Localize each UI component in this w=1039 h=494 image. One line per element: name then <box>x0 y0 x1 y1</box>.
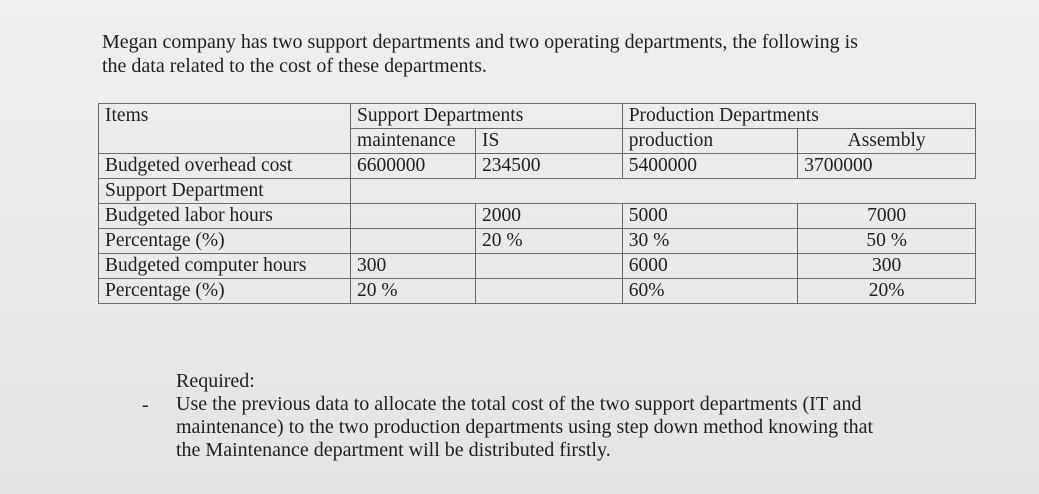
items-header-label: Items <box>105 105 149 126</box>
cell-is <box>476 279 623 304</box>
table-row <box>99 204 976 229</box>
bullet-dash: - <box>142 394 149 416</box>
intro-line-1: Megan company has two support departments and two operating departments, the following is <box>102 31 858 53</box>
row-label: Support Department <box>99 179 351 204</box>
is-header <box>476 129 623 154</box>
cell-maintenance: 20 % <box>351 279 476 304</box>
cell-maintenance <box>351 204 476 229</box>
cell-empty <box>351 179 976 204</box>
row-label: Percentage (%) <box>99 229 351 254</box>
cell-is: 20 % <box>476 229 623 254</box>
production-departments-header <box>622 104 975 129</box>
support-departments-header <box>351 104 623 129</box>
production-header <box>622 129 798 154</box>
cell-assembly: 20% <box>798 279 976 304</box>
required-line-1: Use the previous data to allocate the total cost of the two support departments (IT and <box>176 393 862 415</box>
cell-assembly: 3700000 <box>798 154 976 179</box>
is-label: IS <box>482 130 500 151</box>
production-label: production <box>628 130 714 151</box>
table-row <box>99 154 976 179</box>
maintenance-header <box>351 129 476 154</box>
table-header-row <box>99 104 976 129</box>
maintenance-label: maintenance <box>357 130 456 151</box>
assembly-label: Assembly <box>847 130 926 151</box>
cell-is: 2000 <box>476 204 623 229</box>
cell-assembly: 7000 <box>798 204 976 229</box>
cell-production: 30 % <box>622 229 798 254</box>
table-row <box>99 179 976 204</box>
intro-line-2: the data related to the cost of these departments. <box>102 55 487 77</box>
table-row <box>99 229 976 254</box>
cost-data-table <box>98 103 976 304</box>
required-section <box>176 370 956 462</box>
cell-production: 60% <box>622 279 798 304</box>
required-line-3: the Maintenance department will be distributed firstly. <box>176 439 611 461</box>
cell-maintenance: 300 <box>351 254 476 279</box>
cell-maintenance <box>351 229 476 254</box>
assembly-header <box>798 129 976 154</box>
row-label: Budgeted overhead cost <box>99 154 351 179</box>
cell-is <box>476 254 623 279</box>
row-label: Budgeted labor hours <box>99 204 351 229</box>
production-departments-label: Production Departments <box>628 105 819 126</box>
support-departments-label: Support Departments <box>357 105 524 126</box>
cell-production: 6000 <box>622 254 798 279</box>
required-heading: Required: <box>176 370 255 392</box>
table-row <box>99 279 976 304</box>
cell-is: 234500 <box>476 154 623 179</box>
intro-paragraph <box>102 30 982 78</box>
cell-maintenance: 6600000 <box>351 154 476 179</box>
table-row <box>99 254 976 279</box>
required-line-2: maintenance) to the two production departments using step down method knowing that <box>176 416 874 438</box>
row-label: Percentage (%) <box>99 279 351 304</box>
cell-production: 5400000 <box>622 154 798 179</box>
cell-assembly: 300 <box>798 254 976 279</box>
cell-assembly: 50 % <box>798 229 976 254</box>
cell-production: 5000 <box>622 204 798 229</box>
row-label: Budgeted computer hours <box>99 254 351 279</box>
items-header <box>99 104 351 154</box>
